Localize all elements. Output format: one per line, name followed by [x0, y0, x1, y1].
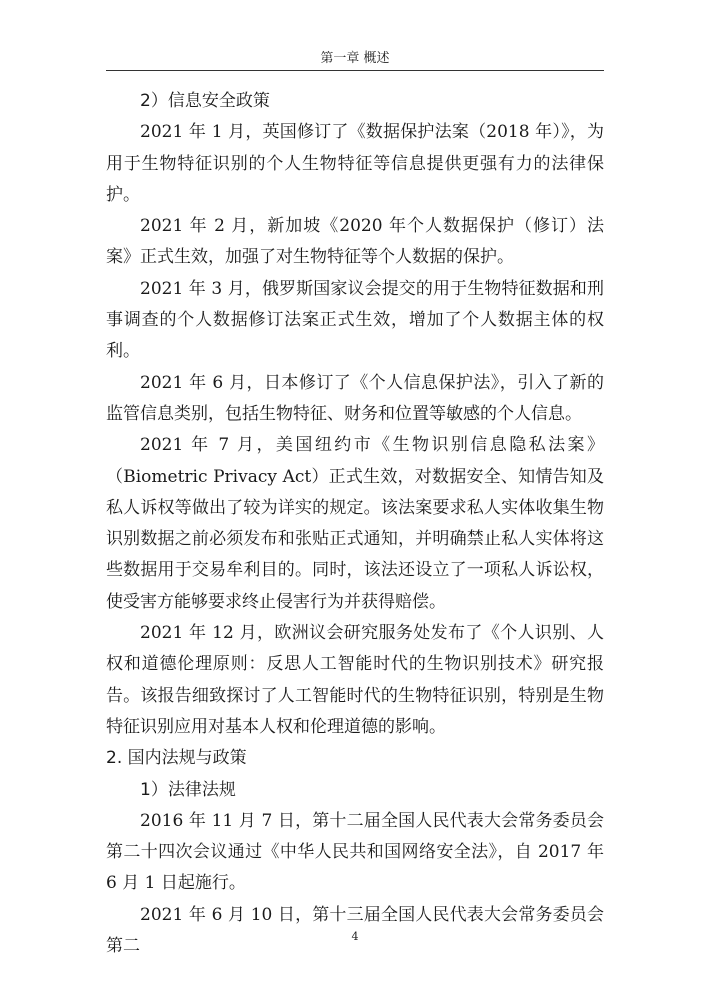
paragraph-russia: 2021 年 3 月，俄罗斯国家议会提交的用于生物特征数据和刑事调查的个人数据修订法案正式生效，增加了个人数据主体的权利。 [106, 278, 604, 362]
paragraph-new-york: 2021 年 7 月，美国纽约市《生物识别信息隐私法案》（Biometric Privacy Act）正式生效，对数据安全、知情告知及私人诉权等做出了较为详实的规定。该法案要求私人实体收集生物识别数据之前必须发布和张贴正式通知，并明确禁止私人实体将这些数据用于交易牟利目的。同时，该法还设立了一项私人诉讼权，使受害方能够要求终止侵害行为并获得赔偿。 [106, 435, 604, 612]
page-body [106, 86, 604, 962]
paragraph-2021-june: 2021 年 6 月 10 日，第十三届全国人民代表大会常务委员会第二 [106, 904, 604, 957]
running-header: 第一章 概述 [320, 51, 390, 66]
page-number: 4 [351, 930, 359, 943]
header-rule [106, 70, 604, 71]
paragraph-european-parliament: 2021 年 12 月，欧洲议会研究服务处发布了《个人识别、人权和道德伦理原则：反思人工智能时代的生物识别技术》研究报告。该报告细致探讨了人工智能时代的生物特征识别，特别是生物特征识别应用对基本人权和伦理道德的影响。 [106, 623, 604, 737]
paragraph-cybersecurity-law: 2016 年 11 月 7 日，第十二届全国人民代表大会常务委员会第二十四次会议通过《中华人民共和国网络安全法》，自 2017 年 6 月 1 日起施行。 [106, 810, 604, 894]
sub-heading-info-security-policy: 2）信息安全政策 [140, 91, 270, 111]
sub-heading-laws: 1）法律法规 [140, 779, 236, 800]
paragraph-singapore: 2021 年 2 月，新加坡《2020 年个人数据保护（修订）法案》正式生效，加强了对生物特征等个人数据的保护。 [106, 216, 604, 268]
paragraph-uk: 2021 年 1 月，英国修订了《数据保护法案（2018 年）》，为用于生物特征识别的个人生物特征等信息提供更强有力的法律保护。 [106, 122, 604, 205]
section-heading-domestic: 2. 国内法规与政策 [106, 748, 247, 769]
paragraph-japan: 2021 年 6 月，日本修订了《个人信息保护法》，引入了新的监管信息类别，包括生物特征、财务和位置等敏感的个人信息。 [106, 372, 604, 424]
